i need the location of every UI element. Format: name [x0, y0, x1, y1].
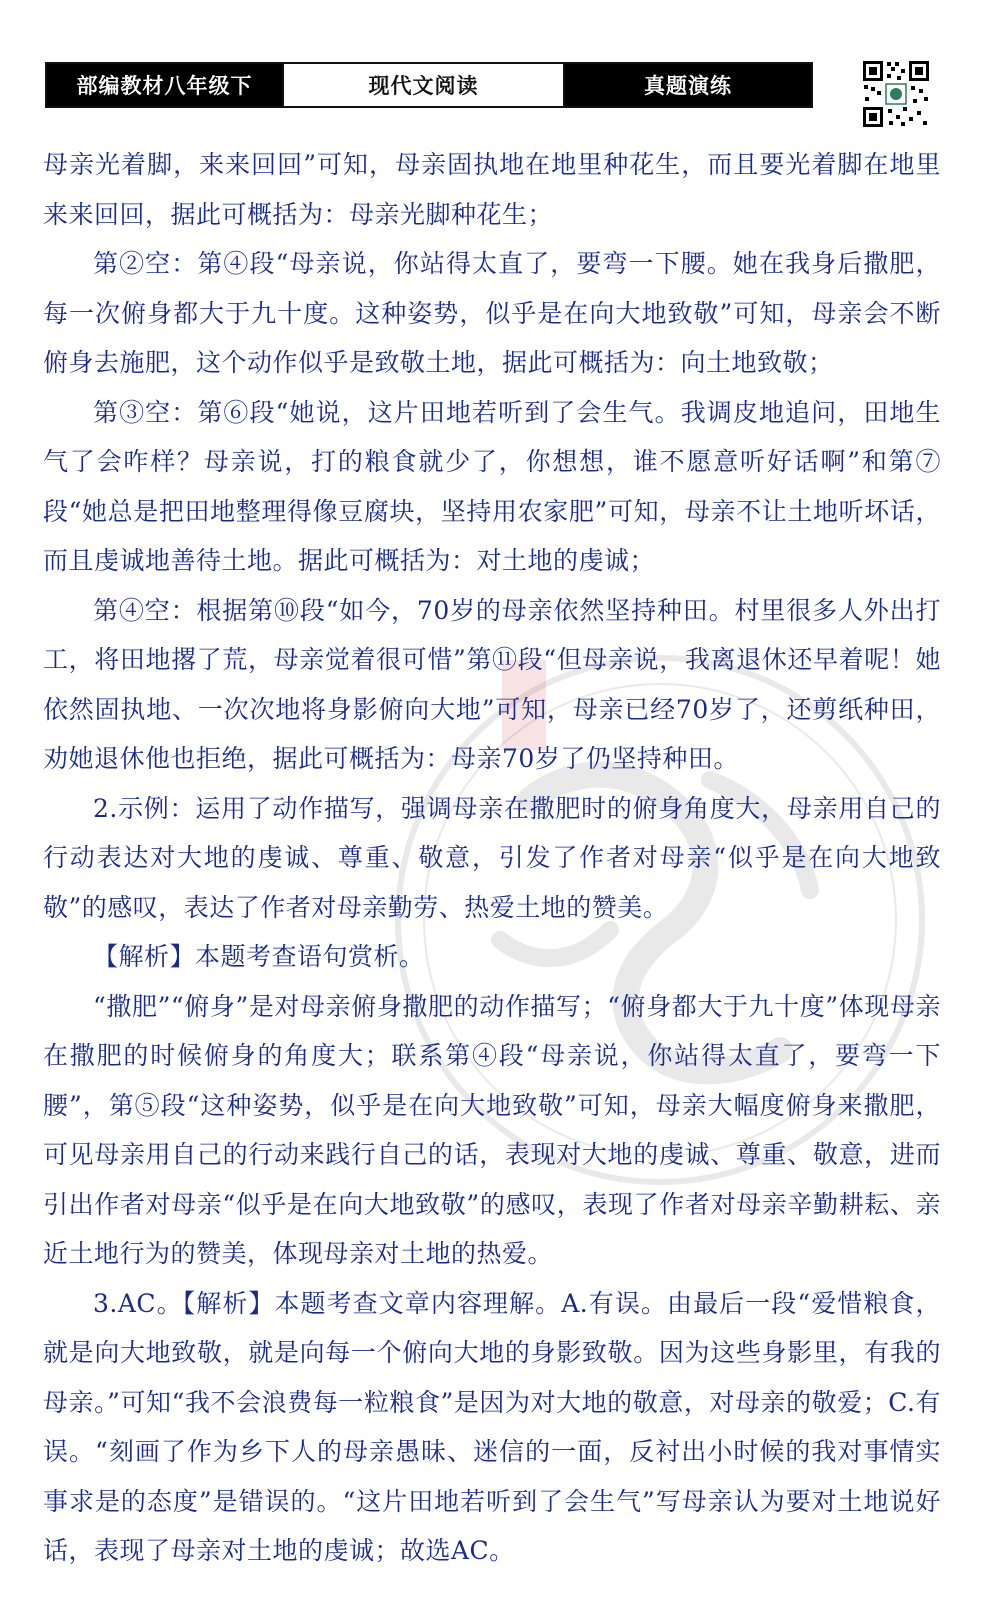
- paragraph: “撒肥”“俯身”是对母亲俯身撒肥的动作描写；“俯身都大于九十度”体现母亲在撒肥的时候俯身的角度大；联系第④段“母亲说，你站得太直了，要弯一下腰”，第⑤段“这种姿势，似乎是在向大地致敬”可知，母亲大幅度俯身来撒肥，可见母亲用自己的行动来践行自己的话，表现对大地的虔诚、尊重、敬意，进而引出作者对母亲“似乎是在向大地致敬”的感叹，表现了作者对母亲辛勤耕耘、亲近土地行为的赞美，体现母亲对土地的热爱。: [43, 991, 941, 1268]
- paragraph: 3.AC。【解析】本题考查文章内容理解。A.有误。由最后一段“爱惜粮食，就是向大地致敬，就是向每一个俯向大地的身影致敬。因为这些身影里，有我的母亲。”可知“我不会浪费每一粒粮食”是因为对大地的敬意，对母亲的敬爱；C.有误。“刻画了作为乡下人的母亲愚昧、迷信的一面，反衬出小时候的我对事情实事求是的态度”是错误的。“这片田地若听到了会生气”写母亲认为要对土地说好话，表现了母亲对土地的虔诚；故选AC。: [43, 1288, 941, 1565]
- header-bar: [45, 62, 813, 108]
- paragraph: 第③空：第⑥段“她说，这片田地若听到了会生气。我调皮地追问，田地生气了会咋样？母亲说，打的粮食就少了，你想想，谁不愿意听好话啊”和第⑦段“她总是把田地整理得像豆腐块，坚持用农家肥”可知，母亲不让土地听坏话，而且虔诚地善待土地。据此可概括为：对土地的虔诚；: [43, 397, 941, 575]
- paragraph: 2.示例：运用了动作描写，强调母亲在撒肥时的俯身角度大，母亲用自己的行动表达对大地的虔诚、尊重、敬意，引发了作者对母亲“似乎是在向大地致敬”的感叹，表达了作者对母亲勤劳、热爱土地的赞美。: [43, 793, 941, 922]
- header-section-title: 现代文阅读: [282, 64, 565, 106]
- paragraph: 第②空：第④段“母亲说，你站得太直了，要弯一下腰。她在我身后撒肥，每一次俯身都大于九十度。这种姿势，似乎是在向大地致敬”可知，母亲会不断俯身去施肥，这个动作似乎是致敬土地，据此可概括为：向土地致敬；: [43, 249, 941, 377]
- header-practice-label: 真题演练: [565, 64, 811, 106]
- paragraph: 母亲光着脚，来来回回”可知，母亲固执地在地里种花生，而且要光着脚在地里来来回回，据此可概括为：母亲光脚种花生；: [43, 150, 941, 229]
- answer-content: [43, 140, 941, 1576]
- header-textbook-label: 部编教材八年级下: [47, 64, 282, 106]
- paragraph: 第④空：根据第⑩段“如今，70岁的母亲依然坚持种田。村里很多人外出打工，将田地撂了荒，母亲觉着很可惜”第⑪段“但母亲说，我离退休还早着呢！她依然固执地、一次次地将身影俯向大地”可知，母亲已经70岁了，还剪纸种田，劝她退休他也拒绝，据此可概括为：母亲70岁了仍坚持种田。: [43, 595, 941, 773]
- qr-code-icon: [861, 59, 931, 129]
- paragraph: 【解析】本题考查语句赏析。: [93, 942, 425, 971]
